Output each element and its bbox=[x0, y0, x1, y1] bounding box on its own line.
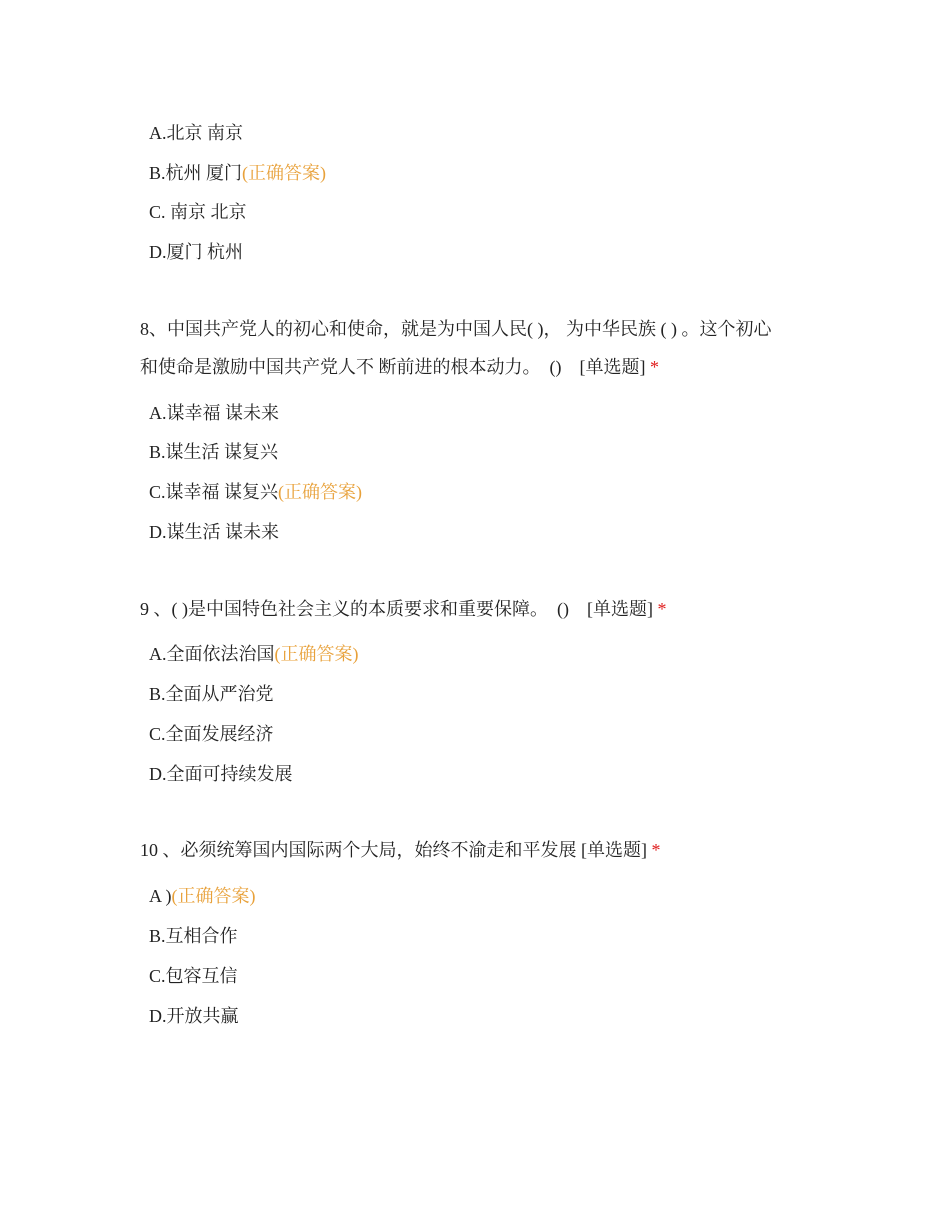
q9-option-a[interactable] bbox=[149, 642, 359, 666]
required-mark: * bbox=[657, 599, 667, 619]
required-mark: * bbox=[649, 357, 659, 377]
option-text: D.厦门 杭州 bbox=[149, 242, 243, 262]
option-text: C.全面发展经济 bbox=[149, 724, 274, 744]
option-text: B.谋生活 谋复兴 bbox=[149, 442, 279, 462]
q8-option-b[interactable] bbox=[149, 440, 278, 464]
correct-answer-label: (正确答案) bbox=[278, 482, 363, 502]
correct-answer-label: (正确答案) bbox=[242, 163, 327, 183]
q7-option-b[interactable] bbox=[149, 161, 326, 185]
option-text: A ) bbox=[149, 886, 172, 906]
q8-option-d[interactable] bbox=[149, 520, 279, 544]
q9-question bbox=[140, 597, 666, 621]
option-text: A.全面依法治国 bbox=[149, 644, 275, 664]
question-text: 8、中国共产党人的初心和使命，就是为中国人民( )， 为中华民族 ( ) 。这个初心 bbox=[140, 319, 772, 339]
option-text: B.全面从严治党 bbox=[149, 684, 274, 704]
q7-option-c[interactable] bbox=[149, 200, 247, 224]
option-text: D.全面可持续发展 bbox=[149, 764, 293, 784]
option-text: C. 南京 北京 bbox=[149, 202, 247, 222]
q7-option-a[interactable] bbox=[149, 121, 243, 145]
option-text: D.开放共赢 bbox=[149, 1006, 239, 1026]
q9-option-b[interactable] bbox=[149, 682, 274, 706]
q10-question bbox=[140, 838, 661, 862]
option-text: B.杭州 厦门 bbox=[149, 163, 243, 183]
option-text: B.互相合作 bbox=[149, 926, 238, 946]
q8-option-a[interactable] bbox=[149, 401, 279, 425]
q8-question-line-1 bbox=[140, 317, 771, 341]
q8-question-line-2 bbox=[140, 355, 659, 379]
question-text: 和使命是激励中国共产党人不 断前进的根本动力。 () [单选题] bbox=[140, 357, 646, 377]
required-mark: * bbox=[651, 840, 661, 860]
q9-option-c[interactable] bbox=[149, 722, 274, 746]
correct-answer-label: (正确答案) bbox=[171, 886, 256, 906]
option-text: D.谋生活 谋未来 bbox=[149, 522, 279, 542]
question-text: 9 、( )是中国特色社会主义的本质要求和重要保障。 () [单选题] bbox=[140, 599, 653, 619]
q10-option-d[interactable] bbox=[149, 1004, 239, 1028]
q10-option-b[interactable] bbox=[149, 924, 238, 948]
correct-answer-label: (正确答案) bbox=[274, 644, 359, 664]
option-text: C.包容互信 bbox=[149, 966, 238, 986]
q10-option-c[interactable] bbox=[149, 964, 238, 988]
q10-option-a[interactable] bbox=[149, 884, 256, 908]
q9-option-d[interactable] bbox=[149, 762, 293, 786]
q8-option-c[interactable] bbox=[149, 480, 362, 504]
option-text: A.谋幸福 谋未来 bbox=[149, 403, 279, 423]
question-text: 10 、必须统筹国内国际两个大局，始终不渝走和平发展 [单选题] bbox=[140, 840, 647, 860]
option-text: A.北京 南京 bbox=[149, 123, 243, 143]
q7-option-d[interactable] bbox=[149, 240, 243, 264]
option-text: C.谋幸福 谋复兴 bbox=[149, 482, 279, 502]
